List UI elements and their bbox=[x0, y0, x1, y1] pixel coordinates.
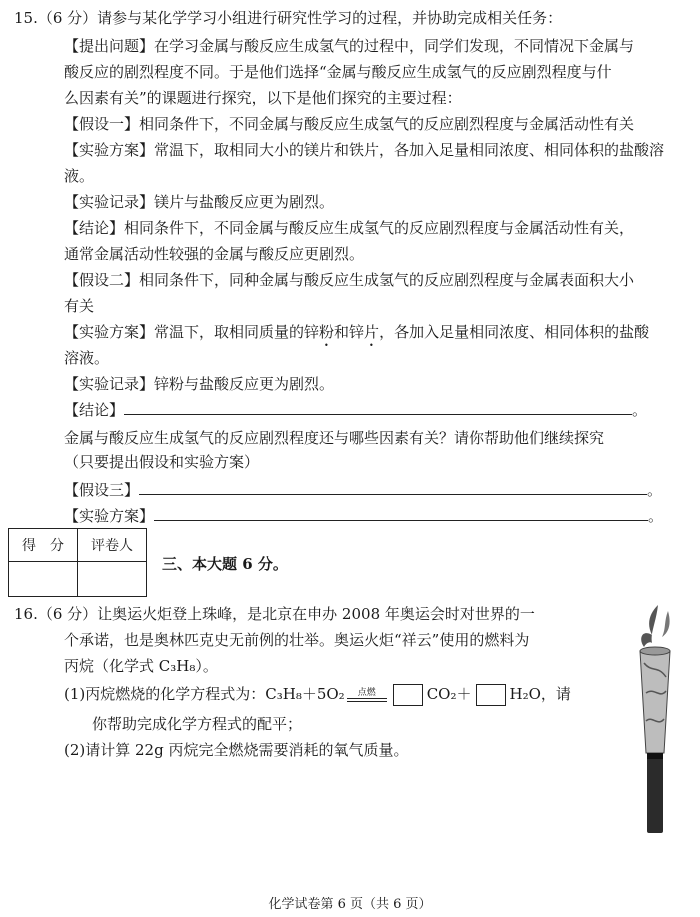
q15-plan1-line1: 【实验方案】常温下，取相同大小的镁片和铁片，各加入足量相同浓度、相同体积的盐酸溶 bbox=[64, 141, 665, 159]
q16-part2: (2)请计算 22g 丙烷完全燃烧需要消耗的氧气质量。 bbox=[64, 741, 409, 759]
reaction-arrow bbox=[347, 688, 387, 702]
q15-plan2-line2: 溶液。 bbox=[64, 349, 110, 367]
plan3-period: 。 bbox=[648, 507, 664, 525]
section-3-title: 三、本大题 6 分。 bbox=[162, 555, 288, 573]
reaction-equals-sign bbox=[347, 698, 387, 702]
q15-plan-3 bbox=[64, 506, 663, 526]
reaction-condition: 点燃 bbox=[357, 688, 376, 698]
conclusion2-label: 【结论】 bbox=[64, 401, 125, 419]
plan2-emphasis-sheet: 片 bbox=[364, 323, 380, 341]
equation-h2o: H₂O，请 bbox=[509, 685, 571, 703]
plan2-emphasis-powder: 粉 bbox=[319, 323, 335, 341]
conclusion2-answer-blank[interactable] bbox=[124, 400, 632, 415]
q16-equation-line2: 你帮助完成化学方程式的配平； bbox=[92, 715, 303, 733]
equation-intro: (1)丙烷燃烧的化学方程式为： bbox=[64, 685, 266, 703]
q15-conclusion1-line2: 通常金属活动性较强的金属与酸反应更剧烈。 bbox=[64, 245, 365, 263]
q16-equation-line bbox=[64, 684, 571, 706]
equation-co2: CO₂＋ bbox=[426, 685, 472, 703]
score-cell-score[interactable] bbox=[9, 562, 78, 597]
q15-further-line2: （只要提出假设和实验方案） bbox=[64, 453, 260, 471]
q16-line1: 16.（6 分）让奥运火炬登上珠峰，是北京在申办 2008 年奥运会时对世界的一 bbox=[14, 605, 535, 623]
q15-problem-line2: 酸反应的剧烈程度不同。于是他们选择“金属与酸反应生成氢气的反应剧烈程度与什 bbox=[64, 63, 612, 81]
q15-hypothesis2-line2: 有关 bbox=[64, 297, 95, 315]
plan3-label: 【实验方案】 bbox=[64, 507, 155, 525]
plan2-text-a: 【实验方案】常温下，取相同质量的锌 bbox=[64, 323, 320, 341]
q16-line2: 个承诺，也是奥林匹克史无前例的壮举。奥运火炬“祥云”使用的燃料为 bbox=[64, 631, 530, 649]
plan3-answer-blank[interactable] bbox=[154, 506, 648, 521]
q15-conclusion2 bbox=[64, 400, 647, 420]
hypothesis3-period: 。 bbox=[647, 481, 663, 499]
h2o-coefficient-box[interactable] bbox=[476, 684, 506, 706]
score-cell-grader[interactable] bbox=[78, 562, 147, 597]
q15-record-1: 【实验记录】镁片与盐酸反应更为剧烈。 bbox=[64, 193, 335, 211]
equation-reactants: C₃H₈＋5O₂ bbox=[265, 685, 345, 703]
co2-coefficient-box[interactable] bbox=[393, 684, 423, 706]
q16-line3: 丙烷（化学式 C₃H₈）。 bbox=[64, 657, 218, 675]
score-header-score: 得 分 bbox=[9, 529, 78, 562]
q15-problem-line1: 【提出问题】在学习金属与酸反应生成氢气的过程中，同学们发现，不同情况下金属与 bbox=[64, 37, 635, 55]
q15-header: 15.（6 分）请参与某化学学习小组进行研究性学习的过程，并协助完成相关任务： bbox=[14, 9, 563, 27]
q15-further-line1: 金属与酸反应生成氢气的反应剧烈程度还与哪些因素有关？请你帮助他们继续探究 bbox=[64, 429, 605, 447]
hypothesis3-answer-blank[interactable] bbox=[139, 480, 647, 495]
page-footer: 化学试卷第 6 页（共 6 页） bbox=[268, 897, 432, 912]
conclusion2-period: 。 bbox=[632, 401, 648, 419]
q15-hypothesis-3 bbox=[64, 480, 662, 500]
q15-problem-line3: 么因素有关”的课题进行探究，以下是他们探究的主要过程： bbox=[64, 89, 462, 107]
score-table bbox=[8, 528, 147, 597]
q15-conclusion1-line1: 【结论】相同条件下，不同金属与酸反应生成氢气的反应剧烈程度与金属活动性有关， bbox=[64, 219, 635, 237]
q15-hypothesis2-line1: 【假设二】相同条件下，同种金属与酸反应生成氢气的反应剧烈程度与金属表面积大小 bbox=[64, 271, 635, 289]
olympic-torch-image bbox=[628, 603, 680, 843]
q15-plan1-line2: 液。 bbox=[64, 167, 95, 185]
q15-hypothesis-1: 【假设一】相同条件下，不同金属与酸反应生成氢气的反应剧烈程度与金属活动性有关 bbox=[64, 115, 635, 133]
q15-record-2: 【实验记录】锌粉与盐酸反应更为剧烈。 bbox=[64, 375, 335, 393]
score-header-grader: 评卷人 bbox=[78, 529, 147, 562]
q15-plan2-line1 bbox=[64, 322, 649, 350]
hypothesis3-label: 【假设三】 bbox=[64, 481, 140, 499]
plan2-text-c: ，各加入足量相同浓度、相同体积的盐酸 bbox=[379, 323, 650, 341]
plan2-text-b: 和锌 bbox=[334, 323, 365, 341]
